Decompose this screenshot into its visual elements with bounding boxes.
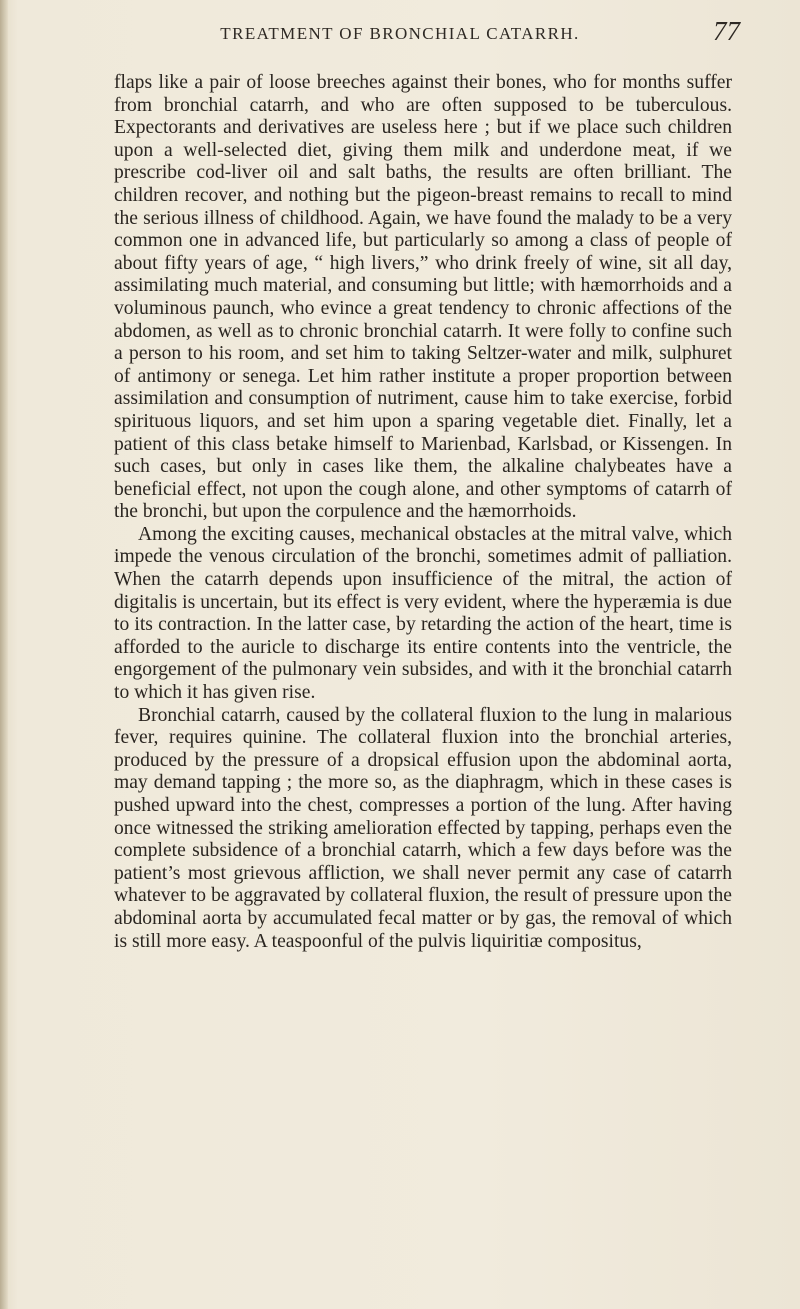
page-header xyxy=(0,16,800,56)
page-number: 77 xyxy=(713,16,740,46)
paragraph-3: Bronchial catarrh, caused by the collateral fluxion to the lung in malarious fever, requires quinine. The collateral fluxion into the bronchial arteries, produced by the pressure of a dropsical effusion upon the abdominal aorta, may demand tapping ; the more so, as the diaphragm, which in these cases is pushed upward into the chest, compresses a portion of the lung. After having once witnessed the striking amelioration effected by tapping, perhaps even the complete subsidence of a bronchial catarrh, which a few days before was the patient’s most grievous affliction, we shall never permit any case of catarrh whatever to be aggravated by collateral fluxion, the result of pressure upon the abdominal aorta by accumulated fecal matter or by gas, the removal of which is still more easy. A teaspoonful of the pulvis liquiritiæ compositus, xyxy=(114,704,732,952)
running-head: TREATMENT OF BRONCHIAL CATARRH. xyxy=(220,24,580,43)
paragraph-1: flaps like a pair of loose breeches against their bones, who for months suffer from bronchial catarrh, and who are often supposed to be tuberculous. Expectorants and derivatives are useless here ; but if we place such children upon a well-selected diet, giving them milk and underdone meat, if we prescribe cod-liver oil and salt baths, the results are often brilliant. The children recover, and nothing but the pigeon-breast remains to recall to mind the serious illness of childhood. Again, we have found the malady to be a very common one in advanced life, but particularly so among a class of people of about fifty years of age, “ high livers,” who drink freely of wine, sit all day, assimilating much material, and consuming but little; with hæmorrhoids and a voluminous paunch, who evince a great tendency to chronic affections of the abdomen, as well as to chronic bronchial catarrh. It were folly to confine such a person to his room, and set him to taking Seltzer-water and milk, sulphuret of antimony or senega. Let him rather institute a proper proportion between assimilation and consumption of nutriment, cause him to take exercise, forbid spirituous liquors, and set him upon a sparing vegetable diet. Finally, let a patient of this class betake himself to Marienbad, Karlsbad, or Kissengen. In such cases, but only in cases like them, the alkaline chalybeates have a beneficial effect, not upon the cough alone, and other symptoms of catarrh of the bronchi, but upon the corpulence and the hæmorrhoids. xyxy=(114,72,732,523)
page-gutter-shadow xyxy=(0,0,8,1309)
paragraph-2: Among the exciting causes, mechanical obstacles at the mitral valve, which impede the venous circulation of the bronchi, sometimes admit of palliation. When the catarrh depends upon insufficience of the mitral, the action of digitalis is uncertain, but its effect is very evident, where the hyperæmia is due to its contraction. In the latter case, by retarding the action of the heart, time is afforded to the auricle to discharge its entire contents into the ventricle, the engorgement of the pulmonary vein subsides, and with it the bronchial catarrh to which it has given rise. xyxy=(114,523,732,704)
body-text xyxy=(114,72,732,953)
